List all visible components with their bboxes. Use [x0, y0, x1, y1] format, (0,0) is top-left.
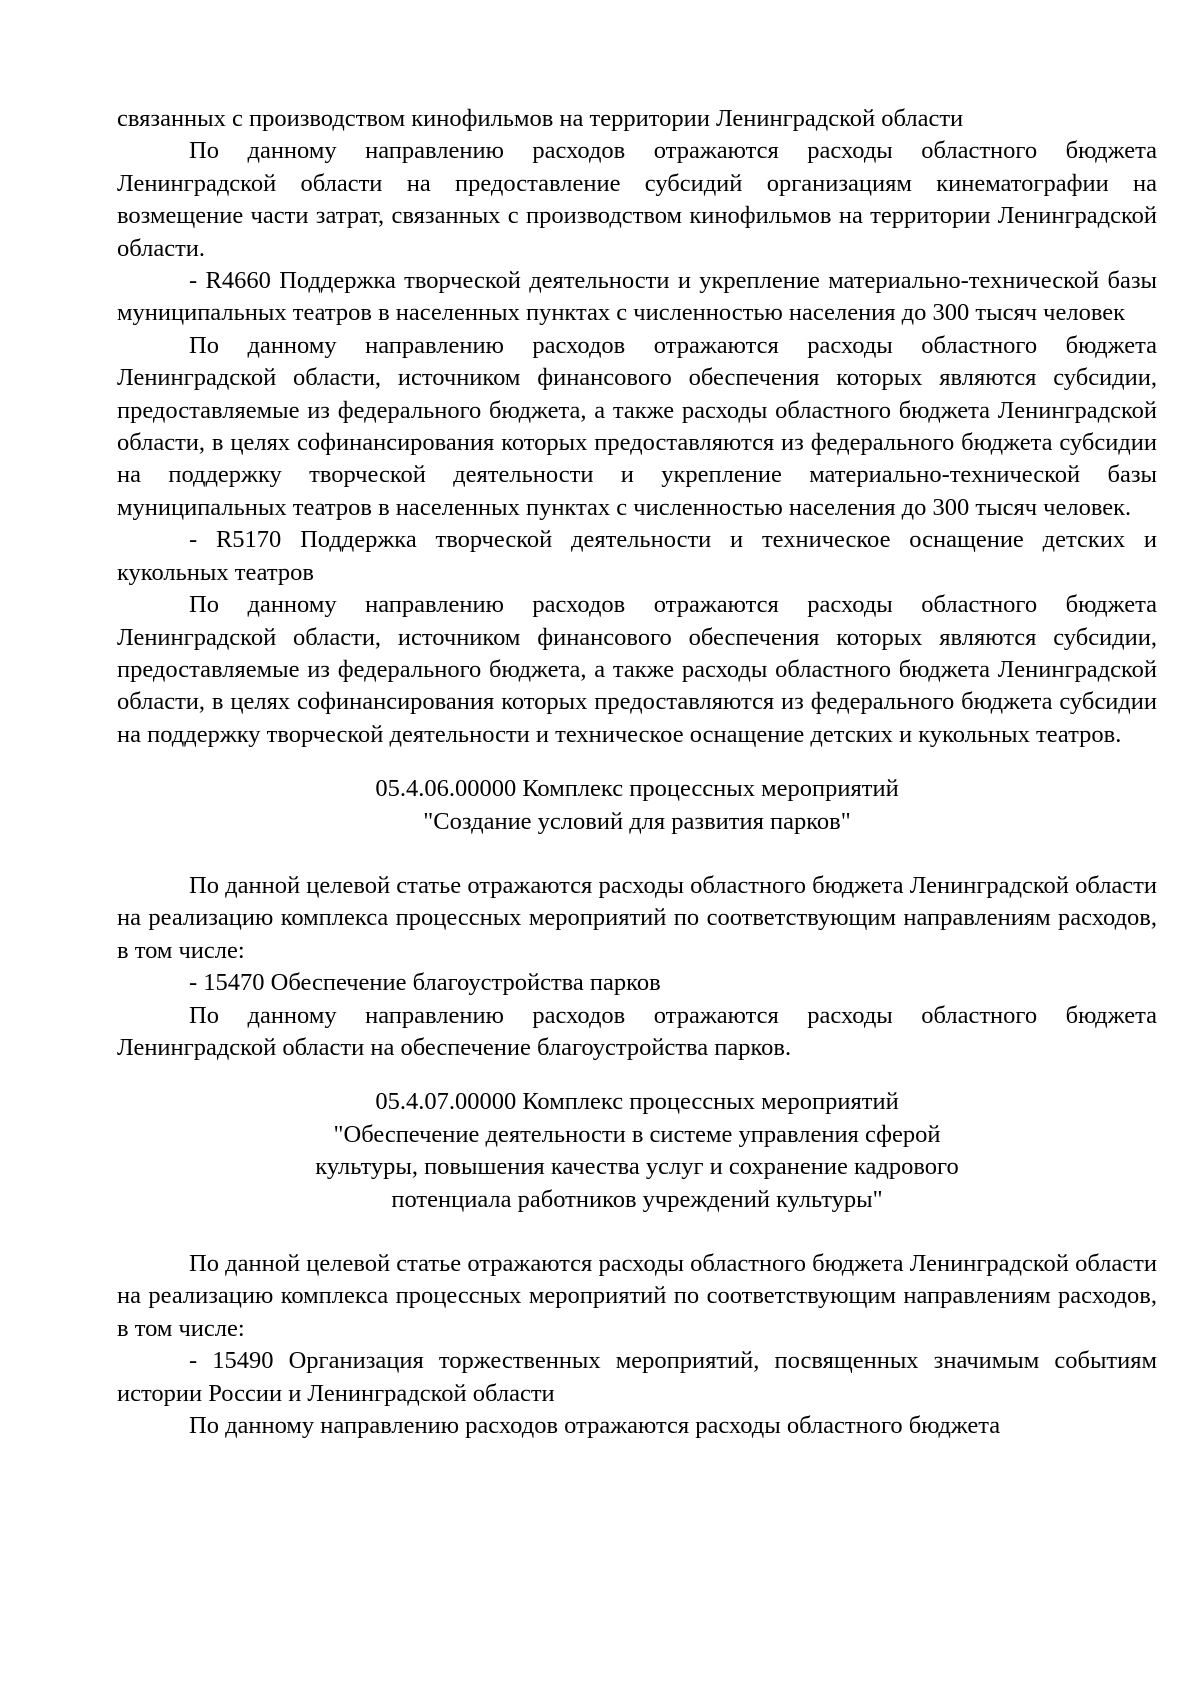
heading-line: "Обеспечение деятельности в системе управления сферой	[333, 1120, 941, 1148]
heading-line: "Создание условий для развития парков"	[423, 807, 851, 835]
item-r4660: - R4660 Поддержка творческой деятельности и укрепление материально-технической базы муниципальных театров в населенных пунктах с численностью населения до 300 тысяч человек	[117, 267, 1157, 327]
heading-line: потенциала работников учреждений культуры"	[391, 1185, 883, 1213]
item-r5170: - R5170 Поддержка творческой деятельности и техническое оснащение детских и кукольных театров	[117, 526, 1157, 586]
paragraph-15490-description: По данному направлению расходов отражаются расходы областного бюджета	[189, 1412, 1001, 1440]
paragraph-section1-intro: По данной целевой статье отражаются расходы областного бюджета Ленинградской области на реализацию комплекса процессных мероприятий по соответствующим направлениям расходов, в том числе:	[117, 871, 1157, 964]
section-heading-05-4-07	[117, 1086, 1157, 1216]
heading-line: культуры, повышения качества услуг и сохранение кадрового	[315, 1153, 959, 1181]
paragraph-r5170-description: По данному направлению расходов отражаются расходы областного бюджета Ленинградской области, источником финансового обеспечения которых являются субсидии, предоставляемые из федерального бюджета, а также расходы областного бюджета Ленинградской области, в целях софинансирования которых предоставляются из федерального бюджета субсидии на поддержку творческой деятельности и техническое оснащение детских и кукольных театров.	[117, 591, 1157, 748]
item-15490: - 15490 Организация торжественных мероприятий, посвященных значимым событиям истории России и Ленинградской области	[117, 1347, 1157, 1407]
heading-line: 05.4.07.00000 Комплекс процессных мероприятий	[375, 1088, 899, 1116]
section-heading-05-4-06	[117, 773, 1157, 838]
document-page	[117, 103, 1157, 1442]
heading-line: 05.4.06.00000 Комплекс процессных мероприятий	[375, 775, 899, 803]
paragraph-15470-description: По данному направлению расходов отражаются расходы областного бюджета Ленинградской области на обеспечение благоустройства парков.	[117, 1001, 1157, 1061]
paragraph-cinema-subsidies: По данному направлению расходов отражаются расходы областного бюджета Ленинградской области на предоставление субсидий организациям кинематографии на возмещение части затрат, связанных с производством кинофильмов на территории Ленинградской области.	[117, 137, 1157, 262]
paragraph-section2-intro: По данной целевой статье отражаются расходы областного бюджета Ленинградской области на реализацию комплекса процессных мероприятий по соответствующим направлениям расходов, в том числе:	[117, 1250, 1157, 1342]
paragraph-r4660-description: По данному направлению расходов отражаются расходы областного бюджета Ленинградской области, источником финансового обеспечения которых являются субсидии, предоставляемые из федерального бюджета, а также расходы областного бюджета Ленинградской области, в целях софинансирования которых предоставляются из федерального бюджета субсидии на поддержку творческой деятельности и укрепление материально-технической базы муниципальных театров в населенных пунктах с численностью населения до 300 тысяч человек.	[117, 331, 1157, 521]
item-15470: - 15470 Обеспечение благоустройства парков	[189, 969, 661, 997]
paragraph-continuation: связанных с производством кинофильмов на территории Ленинградской области	[117, 105, 964, 132]
